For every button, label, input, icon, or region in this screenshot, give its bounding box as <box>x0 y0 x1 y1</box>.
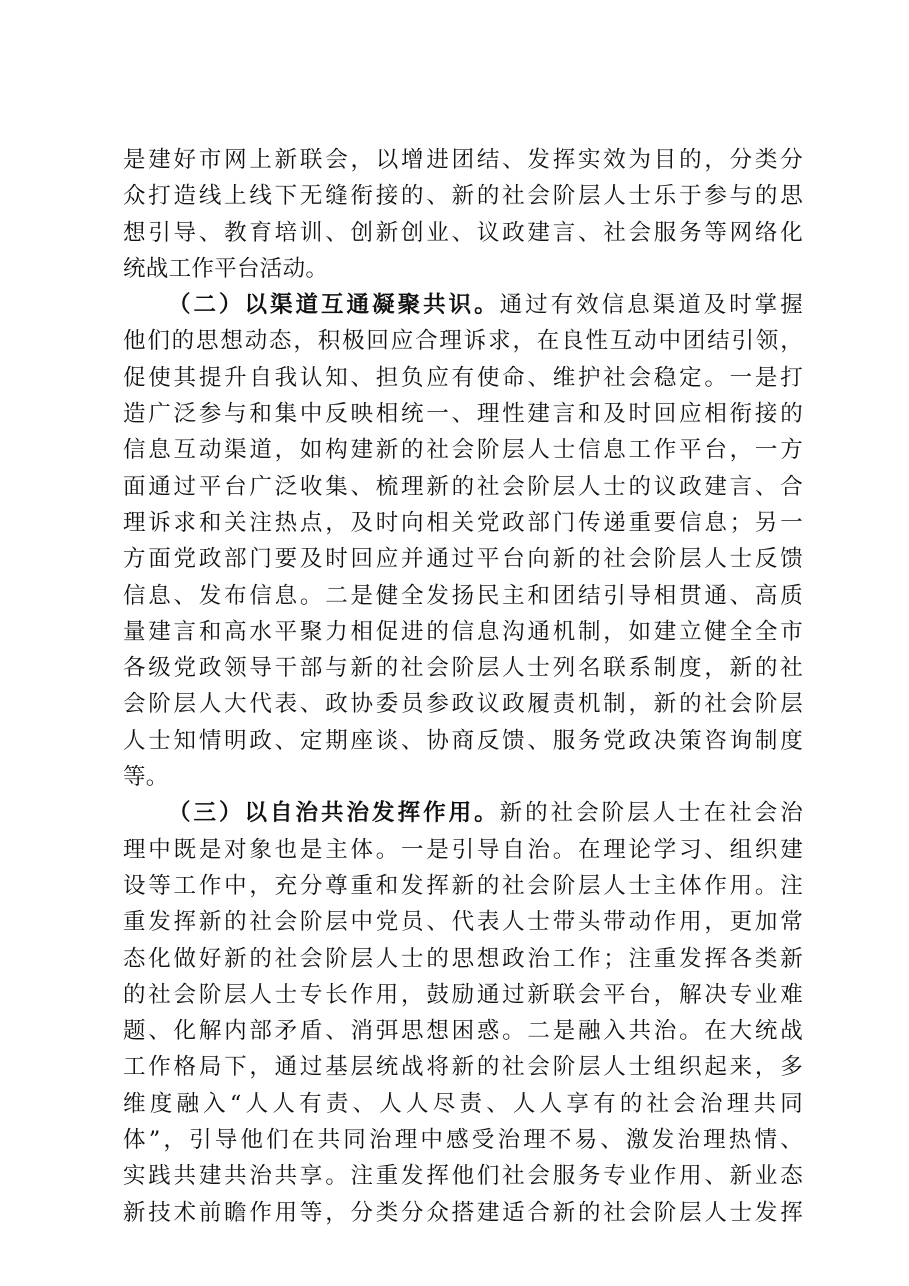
text-span: 通过有效信息渠道及时掌握 <box>499 292 803 319</box>
section-heading-2: （二）以渠道互通凝聚共识。 <box>168 292 500 319</box>
text-line: 是建好市网上新联会，以增进团结、发挥实效为目的，分类分 <box>123 147 803 173</box>
text-line: 统战工作平台活动。 <box>123 255 329 282</box>
paragraph-3 <box>123 795 803 1231</box>
text-line: 各级党政领导干部与新的社会阶层人士列名联系制度，新的社 <box>123 655 803 682</box>
section-heading-3: （三）以自治共治发挥作用。 <box>168 800 500 827</box>
text-line: 量建言和高水平聚力相促进的信息沟通机制，如建立健全全市 <box>123 618 803 645</box>
text-line: 等。 <box>123 764 169 791</box>
text-line: 他们的思想动态，积极回应合理诉求，在良性互动中团结引领， <box>123 328 803 355</box>
paragraph-1 <box>123 142 803 287</box>
text-line: 众打造线上线下无缝衔接的、新的社会阶层人士乐于参与的思 <box>123 183 803 210</box>
text-line: 想引导、教育培训、创新创业、议政建言、社会服务等网络化 <box>123 219 803 246</box>
text-line: 维度融入“人人有责、人人尽责、人人享有的社会治理共同 <box>123 1090 803 1117</box>
text-line: 工作格局下，通过基层统战将新的社会阶层人士组织起来，多 <box>123 1054 803 1081</box>
text-line: 设等工作中，充分尊重和发挥新的社会阶层人士主体作用。注 <box>123 872 803 899</box>
text-line: 新技术前瞻作用等，分类分众搭建适合新的社会阶层人士发挥 <box>123 1199 803 1226</box>
text-line <box>123 287 803 323</box>
paragraph-2 <box>123 287 803 795</box>
document-body <box>123 142 803 1231</box>
text-line: 造广泛参与和集中反映相统一、理性建言和及时回应相衔接的 <box>123 401 803 428</box>
text-line: 题、化解内部矛盾、消弭思想困惑。二是融入共治。在大统战 <box>123 1018 803 1045</box>
text-line: 信息互动渠道，如构建新的社会阶层人士信息工作平台，一方 <box>123 437 803 464</box>
text-line: 的社会阶层人士专长作用，鼓励通过新联会平台，解决专业难 <box>123 981 803 1008</box>
text-line: 实践共建共治共享。注重发挥他们社会服务专业作用、新业态 <box>123 1163 803 1190</box>
text-line: 促使其提升自我认知、担负应有使命、维护社会稳定。一是打 <box>123 364 803 391</box>
text-line: 会阶层人大代表、政协委员参政议政履责机制，新的社会阶层 <box>123 691 803 718</box>
text-line: 信息、发布信息。二是健全发扬民主和团结引导相贯通、高质 <box>123 582 803 609</box>
text-line: 理中既是对象也是主体。一是引导自治。在理论学习、组织建 <box>123 836 803 863</box>
text-line <box>123 795 803 831</box>
text-span: 新的社会阶层人士在社会治 <box>499 800 803 827</box>
text-line: 体”，引导他们在共同治理中感受治理不易、激发治理热情、 <box>123 1127 803 1154</box>
text-line: 面通过平台广泛收集、梳理新的社会阶层人士的议政建言、合 <box>123 473 803 500</box>
text-line: 方面党政部门要及时回应并通过平台向新的社会阶层人士反馈 <box>123 546 803 573</box>
text-line: 人士知情明政、定期座谈、协商反馈、服务党政决策咨询制度 <box>123 727 803 754</box>
text-line: 态化做好新的社会阶层人士的思想政治工作；注重发挥各类新 <box>123 945 803 972</box>
text-line: 理诉求和关注热点，及时向相关党政部门传递重要信息；另一 <box>123 509 803 536</box>
text-line: 重发挥新的社会阶层中党员、代表人士带头带动作用，更加常 <box>123 909 803 936</box>
